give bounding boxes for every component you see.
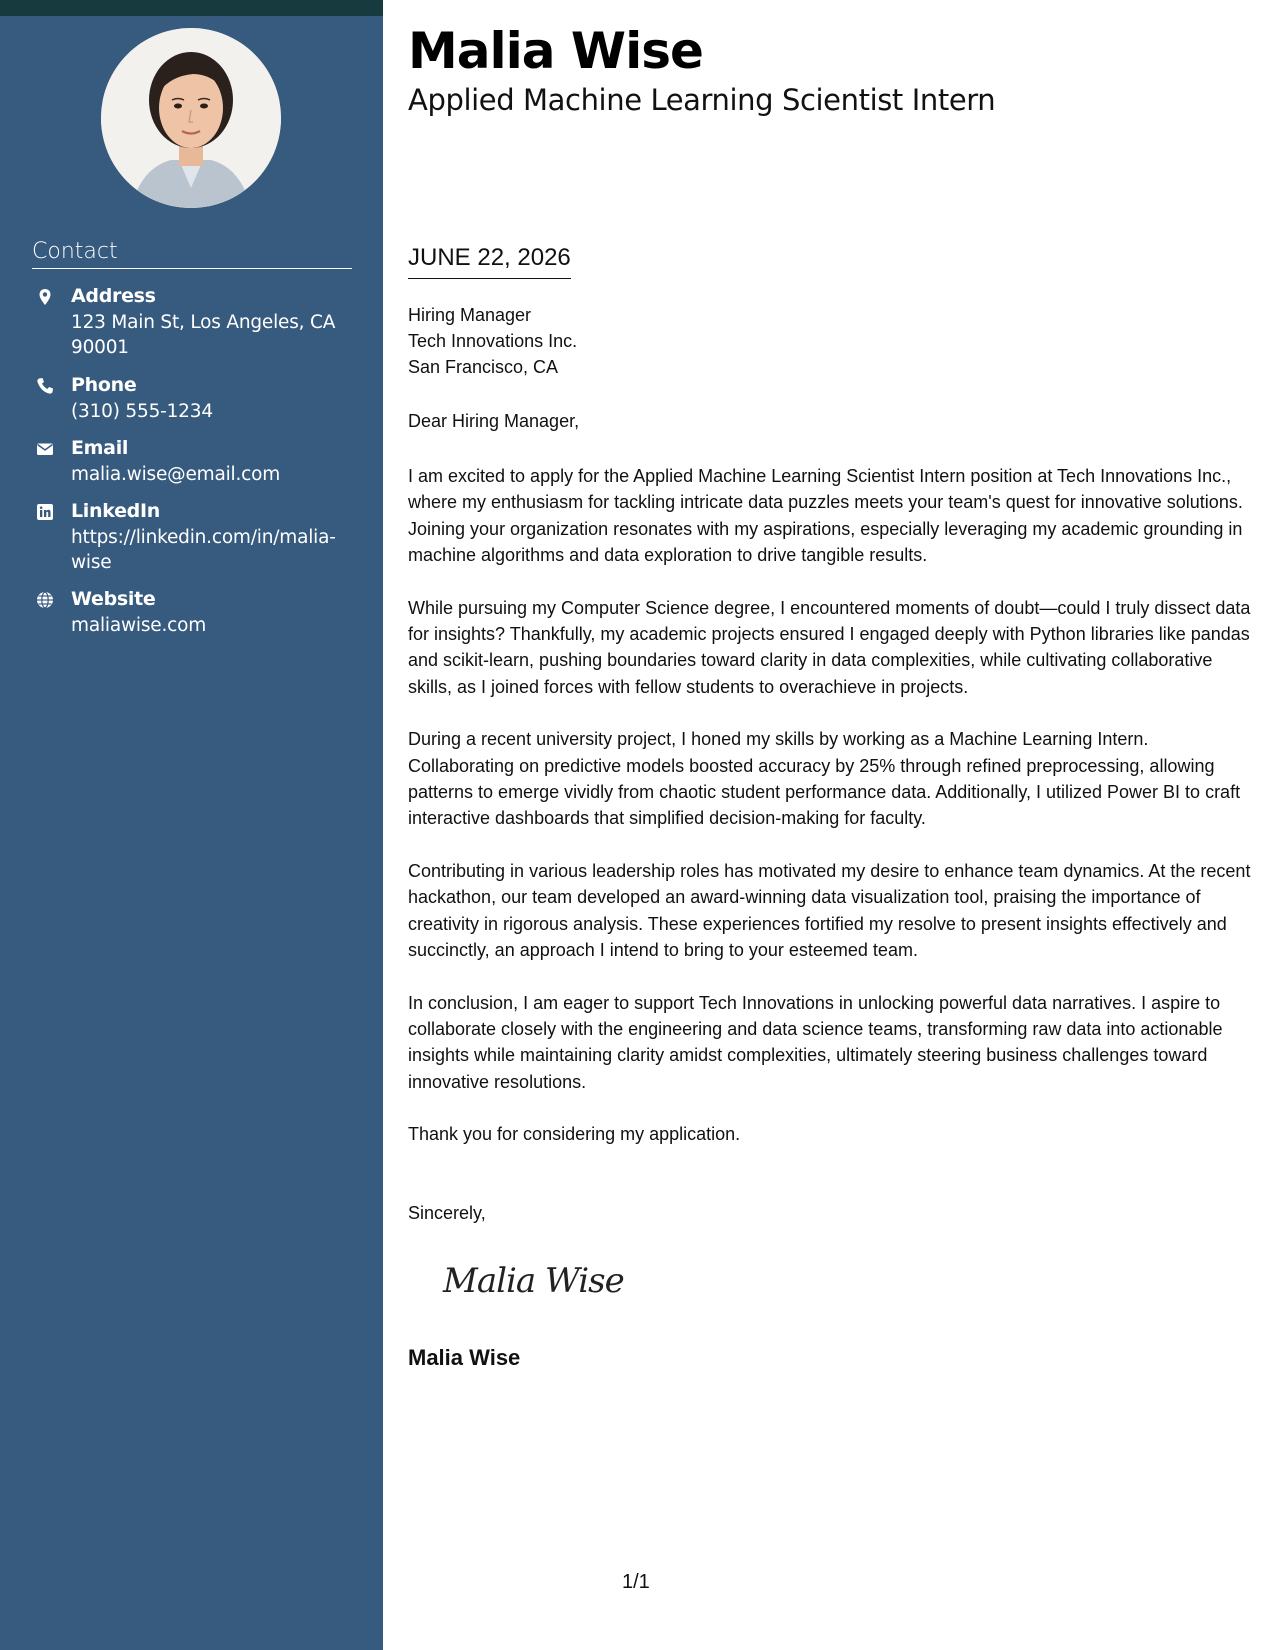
- contact-label-address: Address: [71, 285, 156, 307]
- applicant-name: Malia Wise: [408, 22, 703, 80]
- linkedin-icon: [36, 503, 54, 521]
- body-paragraph: Thank you for considering my application.: [408, 1124, 741, 1145]
- body-paragraph: I am excited to apply for the Applied Machine Learning Scientist Intern position at Tech Innovations Inc., where my enthusiasm for tackling intricate data puzzles meets your team's quest for innovative solutions. Joining your organization resonates with my aspirations, especially leveraging my academic grounding in machine algorithms and data exploration to drive tangible results.: [408, 466, 1243, 566]
- letter-body: [408, 463, 1253, 1174]
- contact-value-linkedin[interactable]: https://linkedin.com/in/malia-wise: [71, 527, 336, 573]
- body-paragraph: While pursuing my Computer Science degree, I encountered moments of doubt—could I truly dissect data for insights? Thankfully, my academic projects ensured I engaged deeply with Python libraries like pandas and scikit-learn, pushing boundaries toward clarity in data complexities, while cultivating collaborative skills, as I joined forces with fellow students to overachieve in projects.: [408, 597, 1251, 697]
- recipient-block: [408, 302, 577, 380]
- body-paragraph: In conclusion, I am eager to support Tech Innovations in unlocking powerful data narratives. I aspire to collaborate closely with the engineering and data science teams, transforming raw data into actionable insights while maintaining clarity amidst complexities, ultimately steering business challenges toward innovative resolutions.: [408, 992, 1223, 1092]
- svg-text:Malia Wise: Malia Wise: [443, 1261, 624, 1301]
- contact-heading: Contact: [32, 239, 352, 269]
- page-number: 1/1: [622, 1571, 650, 1593]
- recipient-line: Tech Innovations Inc.: [408, 331, 578, 351]
- globe-icon: [36, 591, 54, 609]
- recipient-line: Hiring Manager: [408, 305, 532, 325]
- contact-label-phone: Phone: [71, 374, 137, 396]
- contact-value-address: 123 Main St, Los Angeles, CA 90001: [71, 312, 336, 358]
- applicant-title: Applied Machine Learning Scientist Intern: [408, 83, 996, 117]
- phone-icon: [36, 377, 54, 395]
- body-paragraph: During a recent university project, I honed my skills by working as a Machine Learning Intern. Collaborating on predictive models boosted accuracy by 25% through refined preprocessing, allowing patterns to emerge vividly from chaotic student performance data. Additionally, I utilized Power BI to craft interactive dashboards that simplified decision-making for faculty.: [408, 729, 1241, 829]
- letter-date: JUNE 22, 2026: [408, 244, 571, 279]
- contact-label-website: Website: [71, 588, 156, 610]
- recipient-line: San Francisco, CA: [408, 357, 559, 377]
- map-pin-icon: [36, 288, 54, 306]
- avatar-portrait: [101, 28, 281, 208]
- signer-name: Malia Wise: [408, 1345, 521, 1370]
- sidebar-top-bar: [0, 0, 383, 16]
- email-icon: [36, 440, 54, 458]
- contact-value-website[interactable]: maliawise.com: [71, 615, 207, 636]
- handwritten-signature: [438, 1250, 658, 1315]
- avatar: [101, 28, 281, 208]
- sidebar: [0, 0, 383, 1650]
- contact-label-linkedin: LinkedIn: [71, 500, 160, 522]
- body-paragraph: Contributing in various leadership roles has motivated my desire to enhance team dynamics. At the recent hackathon, our team developed an award-winning data visualization tool, praising the importance of creativity in rigorous analysis. These experiences fortified my resolve to present insights effectively and succinctly, an approach I intend to bring to your esteemed team.: [408, 860, 1251, 961]
- closing: Sincerely,: [408, 1203, 486, 1223]
- salutation: Dear Hiring Manager,: [408, 411, 580, 431]
- contact-label-email: Email: [71, 437, 129, 459]
- contact-value-email[interactable]: malia.wise@email.com: [71, 464, 281, 485]
- contact-value-phone: (310) 555-1234: [71, 401, 213, 422]
